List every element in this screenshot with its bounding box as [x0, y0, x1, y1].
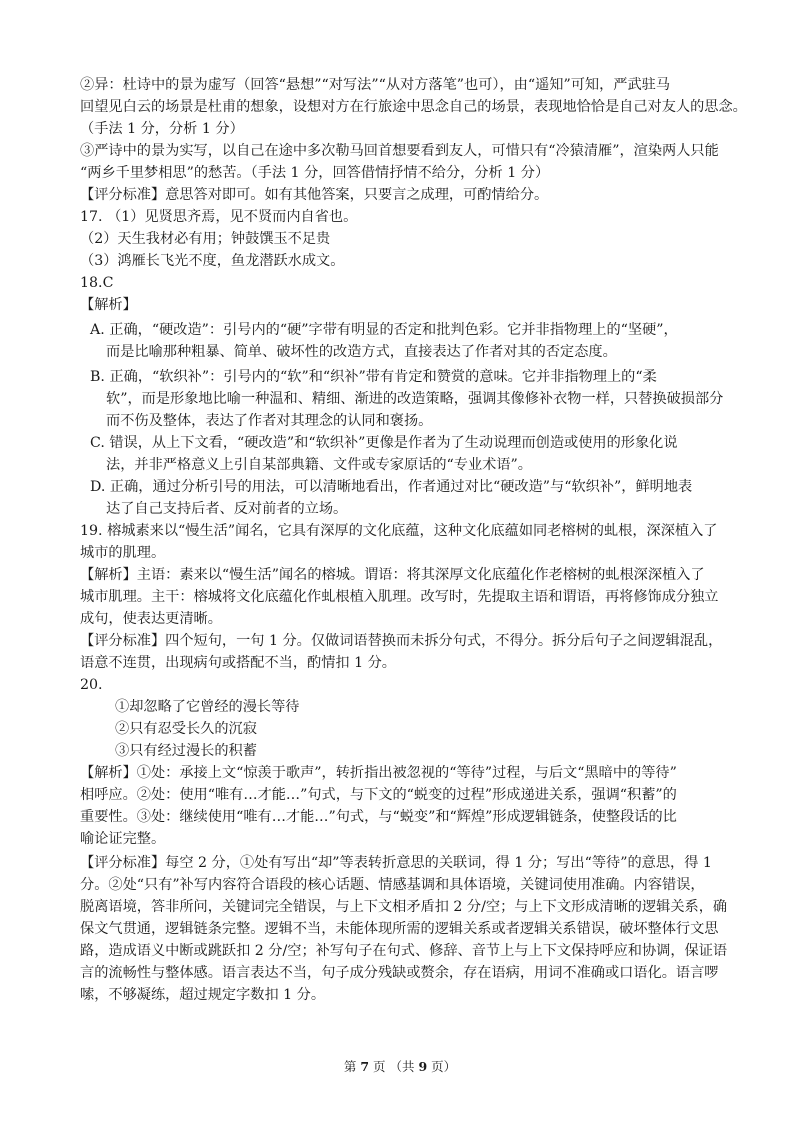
footer-prefix: 第: [343, 1059, 357, 1074]
q20-scoring-cont: 嗦，不够凝练，超过规定字数扣 1 分。: [80, 987, 326, 1003]
q16-line-2: 回望见白云的场景是杜甫的想象，设想对方在行旅途中思念自己的场景，表现地恰恰是自己对友人的思念。: [80, 99, 747, 115]
q16-line-1: ②异：杜诗中的景为虚写（回答“悬想”“对写法”“从对方落笔”也可），由“遥知”可知，严武驻马: [80, 77, 671, 93]
q20-blank-3: ③只有经过漫长的积蓄: [115, 743, 257, 759]
q16-scoring: 【评分标准】意思答对即可。如有其他答案，只要言之成理，可酌情给分。: [80, 187, 549, 203]
q20-scoring: 【评分标准】每空 2 分，①处有写出“却”等表转折意思的关联词，得 1 分；写出“等待”的意思，得 1: [80, 855, 712, 871]
q17-answer-1: 17. （1）见贤思齐焉，见不贤而内自省也。: [80, 209, 358, 225]
q20-scoring-cont: 保文气贯通，逻辑链条完整。逻辑不当，未能体现所需的逻辑关系或者逻辑关系错误，破坏整体行文思: [80, 921, 719, 937]
footer-mid: 页 （共: [373, 1059, 415, 1074]
q20-blank-2: ②只有忍受长久的沉寂: [115, 721, 257, 737]
footer-total-pages: 9: [418, 1059, 428, 1074]
q19-analysis-cont: 成句，使表达更清晰。: [80, 611, 222, 627]
q20-scoring-cont: 言的流畅性与整体感。语言表达不当，句子成分残缺或赘余，存在语病，用词不准确或口语化。语言啰: [80, 965, 719, 981]
q19-analysis: 【解析】主语：素来以“慢生活”闻名的榕城。谓语：将其深厚文化底蕴化作老榕树的虬根深深植入了: [80, 567, 705, 583]
q19-scoring: 【评分标准】四个短句，一句 1 分。仅做词语替换而未拆分句式，不得分。拆分后句子之间逻辑混乱，: [80, 633, 723, 649]
q20-analysis-cont: 喻论证完整。: [80, 831, 166, 847]
q20-scoring-cont: 分。②处“只有”补写内容符合语段的核心话题、情感基调和具体语境，关键词使用准确。内容错误，: [80, 877, 705, 893]
q19-analysis-cont: 城市肌理。主干：榕城将文化底蕴化作虬根植入肌理。改写时，先提取主语和谓语，再将修饰成分独立: [80, 589, 719, 605]
page-footer: [0, 1058, 800, 1076]
footer-page-number: 7: [360, 1059, 370, 1074]
q17-answer-3: （3）鸿雁长飞光不度，鱼龙潜跃水成文。: [80, 253, 345, 269]
q19-scoring-cont: 语意不连贯，出现病句或搭配不当，酌情扣 1 分。: [80, 655, 396, 671]
q18-option-d: D. 正确，通过分析引号的用法，可以清晰地看出，作者通过对比“硬改造”与“软织补”，鲜明地表: [90, 479, 693, 495]
q18-option-c-cont: 法，并非严格意义上引自某部典籍、文件或专家原话的“专业术语”。: [106, 457, 532, 473]
q18-option-b-cont: 而不伤及整体，表达了作者对其理念的认同和褒扬。: [106, 413, 433, 429]
q18-option-b-cont: 软”，而是形象地比喻一种温和、精细、渐进的改造策略，强调其像修补衣物一样，只替换破损部分: [106, 391, 724, 407]
q16-line-5: “两乡千里梦相思”的愁苦。（手法 1 分，回答借情抒情不给分，分析 1 分）: [80, 165, 550, 181]
q18-option-a-cont: 而是比喻那种粗暴、简单、破坏性的改造方式，直接表达了作者对其的否定态度。: [106, 344, 617, 360]
footer-suffix: 页）: [431, 1059, 457, 1074]
q19-answer: 19. 榕城素来以“慢生活”闻名，它具有深厚的文化底蕴，这种文化底蕴如同老榕树的虬根，深深植入了: [80, 523, 718, 539]
q18-answer: 18.C: [80, 275, 114, 291]
q19-answer-cont: 城市的肌理。: [80, 545, 166, 561]
q18-option-d-cont: 达了自己支持后者、反对前者的立场。: [106, 501, 348, 517]
q18-option-c: C. 错误，从上下文看，“硬改造”和“软织补”更像是作者为了生动说理而创造或使用的形象化说: [90, 435, 678, 451]
q16-line-4: ③严诗中的景为实写，以自己在途中多次勒马回首想要看到友人，可惜只有“冷猿清雁”，渲染两人只能: [80, 143, 719, 159]
q17-answer-2: （2）天生我材必有用；钟鼓馔玉不足贵: [80, 231, 331, 247]
q20-scoring-cont: 脱离语境，答非所问，关键词完全错误，与上下文相矛盾扣 2 分/空；与上下文形成清晰的逻辑关系，确: [80, 899, 728, 915]
q18-analysis-heading: 【解析】: [80, 297, 137, 313]
q20-blank-1: ①却忽略了它曾经的漫长等待: [115, 699, 300, 715]
q16-line-3: （手法 1 分，分析 1 分）: [80, 121, 244, 137]
q20-analysis-cont: 重要性。③处：继续使用“唯有…才能…”句式，与“蜕变”和“辉煌”形成逻辑链条，使整段话的比: [80, 809, 677, 825]
q18-option-b: B. 正确，“软织补”：引号内的“软”和“织补”带有肯定和赞赏的意味。它并非指物理上的“柔: [90, 369, 657, 385]
q20-analysis: 【解析】①处：承接上文“惊羡于歌声”，转折指出被忽视的“等待”过程，与后文“黑暗中的等待”: [80, 765, 677, 781]
q20-analysis-cont: 相呼应。②处：使用“唯有…才能…”句式，与下文的“蜕变的过程”形成递进关系，强调“积蓄”的: [80, 787, 677, 803]
q18-option-a: A. 正确，“硬改造”：引号内的“硬”字带有明显的否定和批判色彩。它并非指物理上的“坚硬”，: [90, 322, 678, 338]
q20-number: 20.: [80, 677, 103, 693]
q20-scoring-cont: 路，造成语义中断或跳跃扣 2 分/空；补写句子在句式、修辞、音节上与上下文保持呼应和协调，保证语: [80, 943, 728, 959]
